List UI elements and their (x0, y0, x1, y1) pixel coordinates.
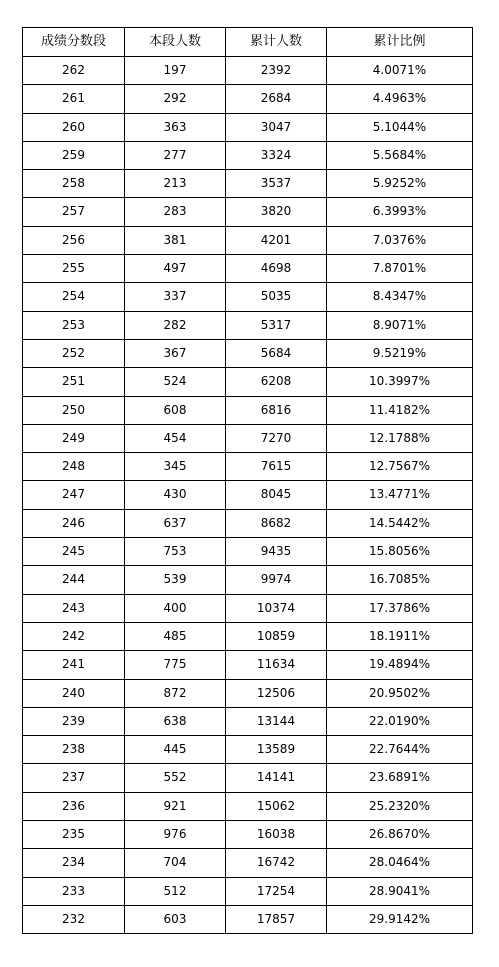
cell-segment-count: 400 (125, 594, 226, 622)
cell-cumulative-count: 9435 (226, 538, 327, 566)
table-row (23, 255, 473, 283)
cell-cumulative-count: 5317 (226, 311, 327, 339)
cell-cumulative-count: 11634 (226, 651, 327, 679)
cell-cumulative-ratio: 12.1788% (327, 424, 473, 452)
table-row (23, 905, 473, 933)
cell-score: 240 (23, 679, 125, 707)
cell-score: 234 (23, 849, 125, 877)
table-row (23, 679, 473, 707)
table-row (23, 651, 473, 679)
cell-segment-count: 381 (125, 226, 226, 254)
cell-segment-count: 976 (125, 821, 226, 849)
table-row (23, 170, 473, 198)
cell-cumulative-ratio: 26.8670% (327, 821, 473, 849)
cell-score: 242 (23, 622, 125, 650)
table-row (23, 707, 473, 735)
cell-score: 260 (23, 113, 125, 141)
cell-score: 262 (23, 57, 125, 85)
cell-score: 259 (23, 141, 125, 169)
cell-cumulative-count: 4201 (226, 226, 327, 254)
header-cumulative-ratio: 累计比例 (327, 28, 473, 57)
cell-cumulative-count: 3820 (226, 198, 327, 226)
cell-cumulative-count: 4698 (226, 255, 327, 283)
cell-cumulative-count: 8045 (226, 481, 327, 509)
cell-score: 252 (23, 339, 125, 367)
cell-cumulative-count: 16742 (226, 849, 327, 877)
cell-score: 246 (23, 509, 125, 537)
cell-segment-count: 337 (125, 283, 226, 311)
cell-score: 233 (23, 877, 125, 905)
cell-segment-count: 497 (125, 255, 226, 283)
cell-cumulative-ratio: 9.5219% (327, 339, 473, 367)
cell-cumulative-ratio: 22.7644% (327, 736, 473, 764)
table-row (23, 764, 473, 792)
cell-score: 232 (23, 905, 125, 933)
cell-score: 255 (23, 255, 125, 283)
cell-segment-count: 197 (125, 57, 226, 85)
cell-score: 243 (23, 594, 125, 622)
cell-segment-count: 485 (125, 622, 226, 650)
cell-cumulative-ratio: 19.4894% (327, 651, 473, 679)
cell-segment-count: 277 (125, 141, 226, 169)
table-row (23, 453, 473, 481)
table-row (23, 509, 473, 537)
cell-score: 235 (23, 821, 125, 849)
cell-cumulative-count: 2684 (226, 85, 327, 113)
cell-cumulative-ratio: 20.9502% (327, 679, 473, 707)
cell-segment-count: 283 (125, 198, 226, 226)
cell-cumulative-ratio: 29.9142% (327, 905, 473, 933)
cell-segment-count: 921 (125, 792, 226, 820)
cell-cumulative-ratio: 4.0071% (327, 57, 473, 85)
cell-cumulative-count: 7615 (226, 453, 327, 481)
cell-cumulative-ratio: 28.0464% (327, 849, 473, 877)
cell-cumulative-ratio: 28.9041% (327, 877, 473, 905)
cell-cumulative-count: 3324 (226, 141, 327, 169)
table-row (23, 538, 473, 566)
table-row (23, 85, 473, 113)
cell-cumulative-ratio: 4.4963% (327, 85, 473, 113)
cell-cumulative-count: 10859 (226, 622, 327, 650)
cell-segment-count: 363 (125, 113, 226, 141)
table-row (23, 792, 473, 820)
score-distribution-table (22, 27, 473, 934)
table-row (23, 57, 473, 85)
cell-segment-count: 753 (125, 538, 226, 566)
table-body (23, 57, 473, 934)
table-row (23, 481, 473, 509)
cell-score: 248 (23, 453, 125, 481)
cell-cumulative-count: 15062 (226, 792, 327, 820)
cell-cumulative-count: 6816 (226, 396, 327, 424)
cell-score: 256 (23, 226, 125, 254)
cell-cumulative-ratio: 18.1911% (327, 622, 473, 650)
cell-cumulative-ratio: 6.3993% (327, 198, 473, 226)
cell-cumulative-count: 13144 (226, 707, 327, 735)
cell-score: 257 (23, 198, 125, 226)
table-row (23, 821, 473, 849)
cell-cumulative-count: 5684 (226, 339, 327, 367)
cell-cumulative-count: 13589 (226, 736, 327, 764)
cell-cumulative-ratio: 13.4771% (327, 481, 473, 509)
table-row (23, 877, 473, 905)
cell-score: 261 (23, 85, 125, 113)
cell-cumulative-count: 17254 (226, 877, 327, 905)
cell-cumulative-ratio: 17.3786% (327, 594, 473, 622)
cell-score: 250 (23, 396, 125, 424)
table-header (23, 28, 473, 57)
header-score-range: 成绩分数段 (23, 28, 125, 57)
cell-segment-count: 367 (125, 339, 226, 367)
table-row (23, 849, 473, 877)
cell-segment-count: 213 (125, 170, 226, 198)
table-row (23, 424, 473, 452)
cell-cumulative-ratio: 8.4347% (327, 283, 473, 311)
cell-cumulative-count: 3537 (226, 170, 327, 198)
cell-segment-count: 445 (125, 736, 226, 764)
cell-cumulative-ratio: 10.3997% (327, 368, 473, 396)
cell-score: 249 (23, 424, 125, 452)
cell-score: 239 (23, 707, 125, 735)
cell-segment-count: 637 (125, 509, 226, 537)
cell-cumulative-ratio: 15.8056% (327, 538, 473, 566)
cell-cumulative-ratio: 22.0190% (327, 707, 473, 735)
cell-cumulative-ratio: 14.5442% (327, 509, 473, 537)
cell-segment-count: 704 (125, 849, 226, 877)
cell-segment-count: 524 (125, 368, 226, 396)
header-cumulative-count: 累计人数 (226, 28, 327, 57)
cell-cumulative-ratio: 25.2320% (327, 792, 473, 820)
cell-segment-count: 552 (125, 764, 226, 792)
cell-score: 236 (23, 792, 125, 820)
cell-cumulative-ratio: 8.9071% (327, 311, 473, 339)
cell-segment-count: 512 (125, 877, 226, 905)
cell-score: 237 (23, 764, 125, 792)
table-row (23, 594, 473, 622)
cell-cumulative-ratio: 16.7085% (327, 566, 473, 594)
cell-segment-count: 292 (125, 85, 226, 113)
cell-cumulative-count: 5035 (226, 283, 327, 311)
cell-cumulative-count: 6208 (226, 368, 327, 396)
cell-cumulative-ratio: 7.8701% (327, 255, 473, 283)
cell-segment-count: 775 (125, 651, 226, 679)
cell-cumulative-ratio: 11.4182% (327, 396, 473, 424)
table-row (23, 368, 473, 396)
cell-cumulative-ratio: 5.5684% (327, 141, 473, 169)
cell-cumulative-ratio: 12.7567% (327, 453, 473, 481)
table-row (23, 226, 473, 254)
cell-score: 258 (23, 170, 125, 198)
cell-score: 253 (23, 311, 125, 339)
cell-score: 244 (23, 566, 125, 594)
cell-cumulative-count: 3047 (226, 113, 327, 141)
table-row (23, 198, 473, 226)
cell-segment-count: 608 (125, 396, 226, 424)
table-row (23, 396, 473, 424)
table-row (23, 141, 473, 169)
cell-score: 241 (23, 651, 125, 679)
cell-segment-count: 282 (125, 311, 226, 339)
header-segment-count: 本段人数 (125, 28, 226, 57)
cell-cumulative-ratio: 23.6891% (327, 764, 473, 792)
cell-segment-count: 603 (125, 905, 226, 933)
cell-score: 254 (23, 283, 125, 311)
cell-segment-count: 638 (125, 707, 226, 735)
cell-cumulative-count: 9974 (226, 566, 327, 594)
table-row (23, 311, 473, 339)
cell-segment-count: 454 (125, 424, 226, 452)
cell-cumulative-count: 10374 (226, 594, 327, 622)
table-row (23, 113, 473, 141)
header-row (23, 28, 473, 57)
table-row (23, 339, 473, 367)
cell-cumulative-count: 14141 (226, 764, 327, 792)
table-row (23, 566, 473, 594)
table-row (23, 736, 473, 764)
table-row (23, 622, 473, 650)
cell-score: 251 (23, 368, 125, 396)
cell-score: 238 (23, 736, 125, 764)
cell-score: 245 (23, 538, 125, 566)
cell-cumulative-count: 16038 (226, 821, 327, 849)
cell-cumulative-count: 8682 (226, 509, 327, 537)
table-row (23, 283, 473, 311)
cell-segment-count: 539 (125, 566, 226, 594)
cell-cumulative-count: 7270 (226, 424, 327, 452)
cell-cumulative-count: 2392 (226, 57, 327, 85)
cell-cumulative-ratio: 7.0376% (327, 226, 473, 254)
cell-cumulative-ratio: 5.1044% (327, 113, 473, 141)
cell-segment-count: 345 (125, 453, 226, 481)
cell-segment-count: 872 (125, 679, 226, 707)
cell-cumulative-ratio: 5.9252% (327, 170, 473, 198)
cell-segment-count: 430 (125, 481, 226, 509)
cell-cumulative-count: 12506 (226, 679, 327, 707)
cell-score: 247 (23, 481, 125, 509)
cell-cumulative-count: 17857 (226, 905, 327, 933)
